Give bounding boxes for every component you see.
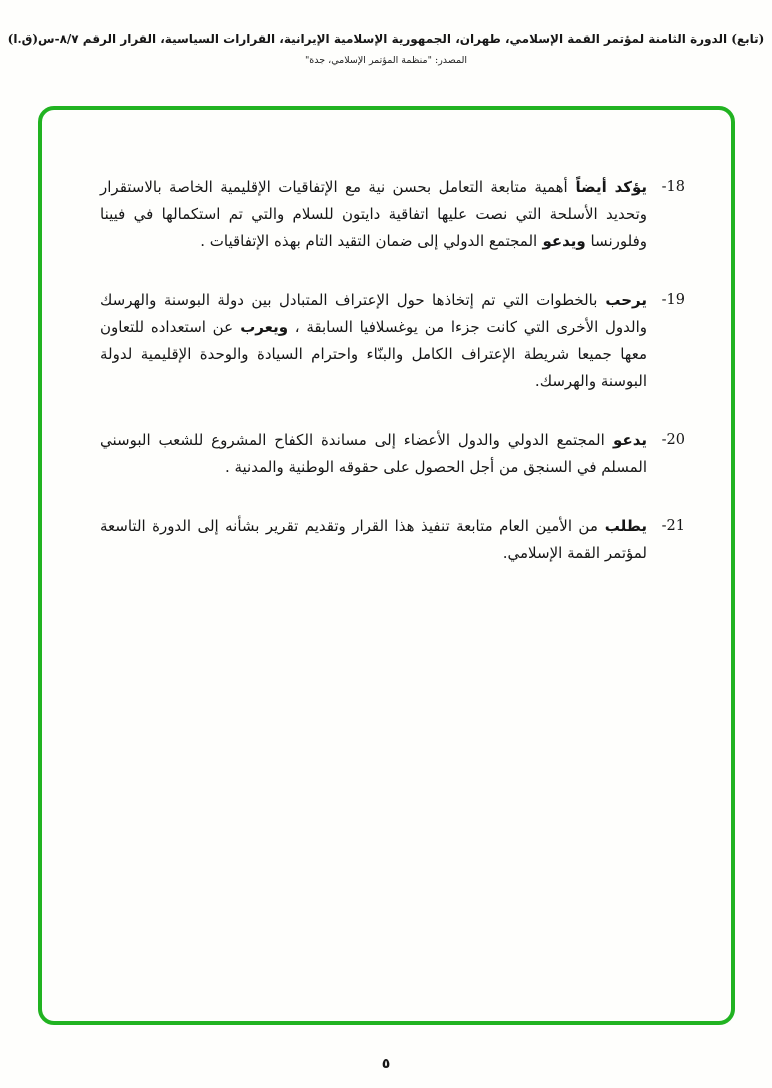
page-number: ٥ <box>381 1056 391 1072</box>
paragraph-text <box>100 287 647 395</box>
resolution-paragraph <box>100 427 685 481</box>
header-title: (تابع) الدورة الثامنة لمؤتمر القمة الإسلامي، طهران، الجمهورية الإسلامية الإيرانية، القرارات السياسية، القرار الرقم ٨/٧-س(ق.ا) <box>7 32 765 46</box>
paragraph-lead-bold: ويدعو <box>537 232 586 250</box>
paragraph-text <box>100 174 647 255</box>
paragraph-number: -19 <box>661 292 685 308</box>
paragraph-number: -18 <box>661 179 685 195</box>
paragraph-lead-bold: ويعرب <box>233 318 289 336</box>
resolution-paragraph <box>100 513 685 567</box>
paragraph-body-text: المجتمع الدولي والدول الأعضاء إلى مساندة الكفاح المشروع للشعب البوسني المسلم في السنجق من أجل الحصول على حقوقه الوطنية والمدنية . <box>100 431 647 476</box>
paragraph-lead-bold: يرحب <box>597 291 647 309</box>
content-frame <box>38 106 735 1025</box>
resolution-paragraphs <box>42 110 731 567</box>
paragraph-body-text: من الأمين العام متابعة تنفيذ هذا القرار وتقديم تقرير بشأنه إلى الدورة التاسعة لمؤتمر القمة الإسلامي. <box>100 517 647 562</box>
paragraph-body-text: عن استعداده للتعاون معها جميعا شريطة الإعتراف الكامل والبنّاء واحترام السيادة والوحدة الإقليمية لدولة البوسنة والهرسك. <box>100 318 647 390</box>
paragraph-text <box>100 513 647 567</box>
paragraph-lead-bold: يدعو <box>604 431 648 449</box>
paragraph-body-text: بالخطوات التي تم إتخاذها حول الإعتراف المتبادل بين دولة البوسنة والهرسك والدول الأخرى التي كانت جزءا من يوغسلافيا السابقة ، <box>100 291 647 336</box>
paragraph-body-text: المجتمع الدولي إلى ضمان التقيد التام بهذه الإتفاقيات . <box>200 232 538 250</box>
paragraph-body-text: أهمية متابعة التعامل بحسن نية مع الإتفاقيات الإقليمية الخاصة بالاستقرار وتحديد الأسلحة التي نصت عليها اتفاقية دايتون للسلام والتي تم استكمالها في فيينا وفلورنسا <box>100 178 647 250</box>
paragraph-number: -21 <box>661 518 685 534</box>
paragraph-number: -20 <box>661 432 685 448</box>
resolution-paragraph <box>100 174 685 255</box>
header-source: المصدر: "منظمة المؤتمر الإسلامي، جدة" <box>304 55 468 66</box>
paragraph-lead-bold: يؤكد أيضاً <box>567 178 647 196</box>
resolution-paragraph <box>100 287 685 395</box>
document-header <box>0 32 772 66</box>
paragraph-text <box>100 427 647 481</box>
paragraph-lead-bold: يطلب <box>597 517 647 535</box>
